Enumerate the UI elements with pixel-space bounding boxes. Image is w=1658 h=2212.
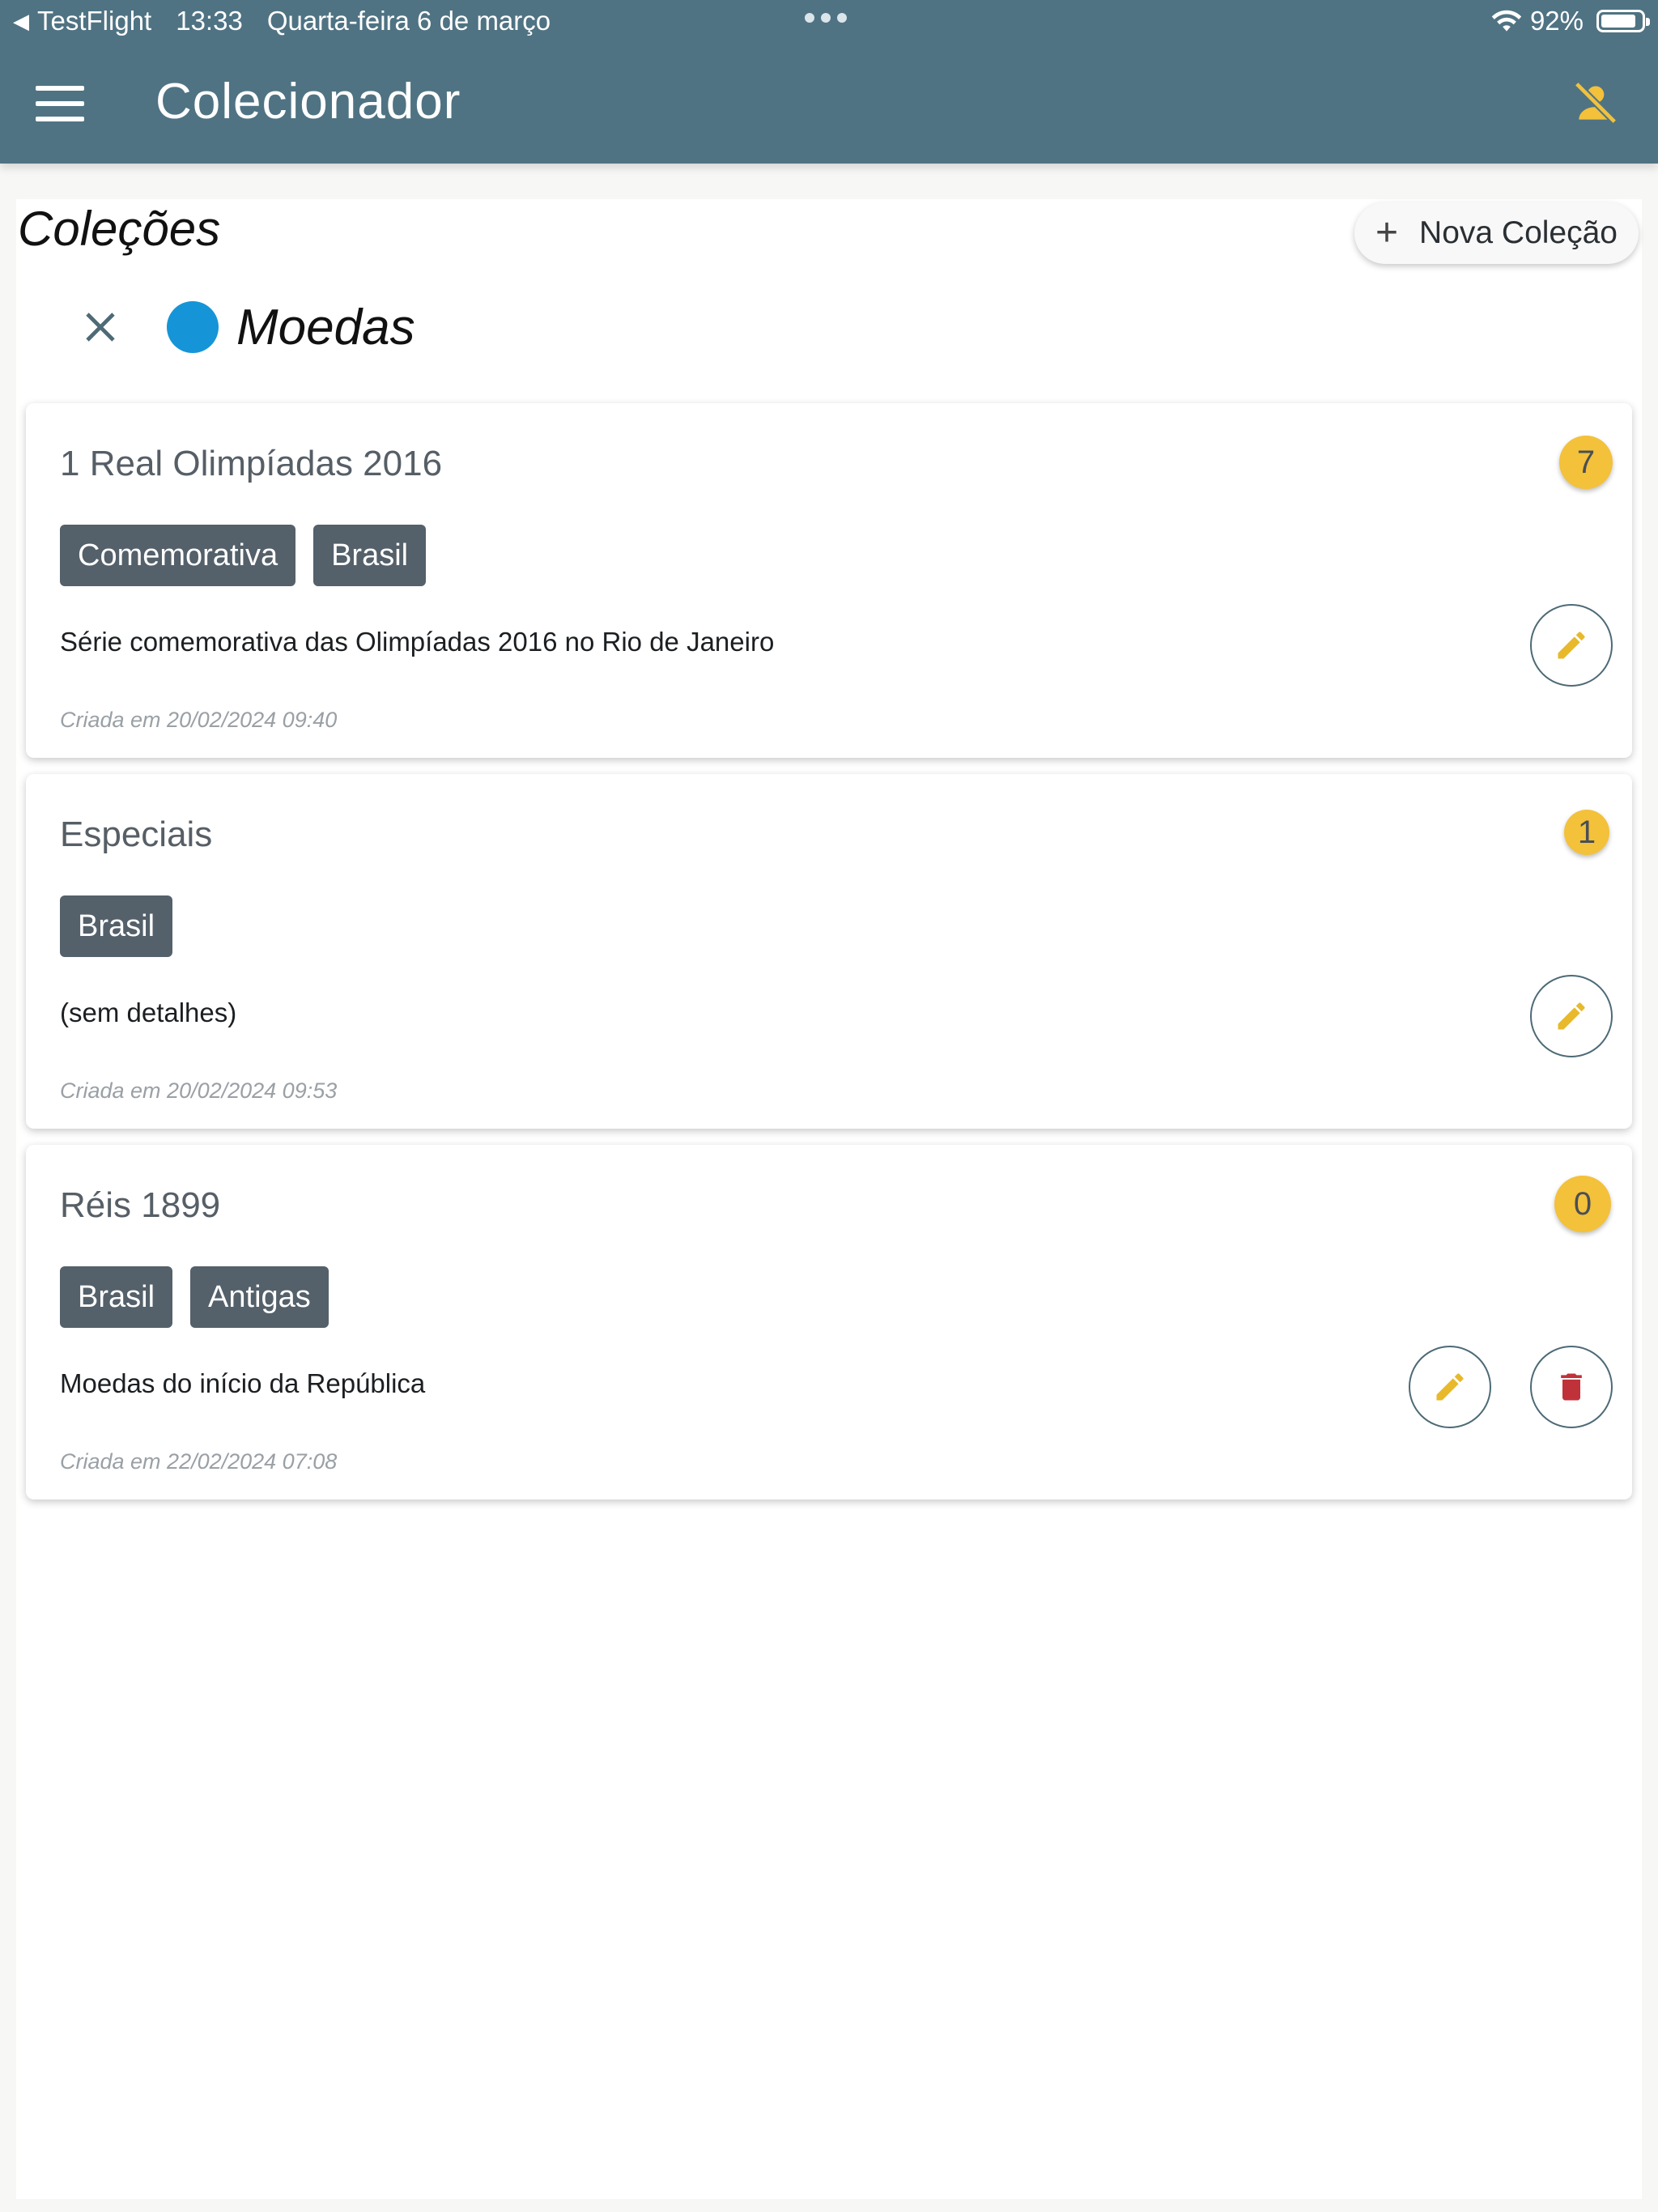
close-icon[interactable] — [81, 308, 120, 347]
item-count-badge: 7 — [1559, 436, 1613, 489]
multitasking-dots-icon[interactable] — [805, 13, 847, 23]
pencil-icon — [1432, 1369, 1468, 1405]
back-app-label[interactable]: TestFlight — [37, 6, 152, 36]
tag-chip[interactable]: Antigas — [190, 1266, 329, 1328]
collection-created-date: Criada em 20/02/2024 09:53 — [60, 1078, 338, 1103]
status-date: Quarta-feira 6 de março — [266, 6, 551, 36]
status-bar — [13, 0, 575, 42]
status-right — [1491, 0, 1645, 42]
delete-button[interactable] — [1530, 1346, 1613, 1428]
item-count-badge: 1 — [1564, 810, 1609, 855]
plus-icon: + — [1375, 211, 1399, 254]
collection-title: Especiais — [60, 815, 213, 854]
tag-chip[interactable]: Brasil — [60, 895, 172, 957]
person-off-icon[interactable] — [1571, 78, 1621, 128]
tag-chip[interactable]: Brasil — [313, 525, 426, 586]
item-count-badge: 0 — [1554, 1176, 1611, 1232]
tag-list — [60, 895, 172, 957]
edit-button[interactable] — [1530, 975, 1613, 1057]
status-time: 13:33 — [176, 6, 243, 36]
tag-chip[interactable]: Brasil — [60, 1266, 172, 1328]
back-arrow-icon[interactable]: ◀ — [13, 8, 29, 33]
filter-name: Moedas — [236, 299, 415, 355]
tag-list — [60, 1266, 329, 1328]
battery-percent: 92% — [1529, 6, 1584, 36]
collection-description: (sem detalhes) — [60, 998, 237, 1027]
trash-icon — [1554, 1369, 1589, 1405]
app-title: Colecionador — [155, 74, 461, 130]
tag-chip[interactable]: Comemorativa — [60, 525, 295, 586]
collection-description: Moedas do início da República — [60, 1368, 426, 1398]
collection-card[interactable] — [26, 403, 1632, 758]
collection-description: Série comemorativa das Olimpíadas 2016 no Rio de Janeiro — [60, 627, 775, 657]
collection-card[interactable] — [26, 774, 1632, 1129]
collection-card[interactable] — [26, 1145, 1632, 1499]
pencil-icon — [1554, 998, 1589, 1034]
collection-created-date: Criada em 22/02/2024 07:08 — [60, 1449, 338, 1474]
filter-color-dot — [167, 301, 219, 353]
collection-title: Réis 1899 — [60, 1185, 221, 1225]
edit-button[interactable] — [1409, 1346, 1491, 1428]
wifi-icon — [1491, 9, 1522, 33]
collection-created-date: Criada em 20/02/2024 09:40 — [60, 708, 338, 732]
new-collection-button[interactable] — [1354, 202, 1639, 264]
page-title: Coleções — [18, 202, 221, 256]
app-bar — [0, 0, 1658, 164]
new-collection-label: Nova Coleção — [1419, 215, 1618, 250]
main-content — [16, 199, 1642, 2199]
battery-icon — [1596, 10, 1645, 32]
edit-button[interactable] — [1530, 604, 1613, 687]
pencil-icon — [1554, 627, 1589, 663]
tag-list — [60, 525, 426, 586]
menu-button[interactable] — [36, 86, 84, 121]
active-filter — [81, 295, 415, 359]
collection-title: 1 Real Olimpíadas 2016 — [60, 444, 443, 483]
